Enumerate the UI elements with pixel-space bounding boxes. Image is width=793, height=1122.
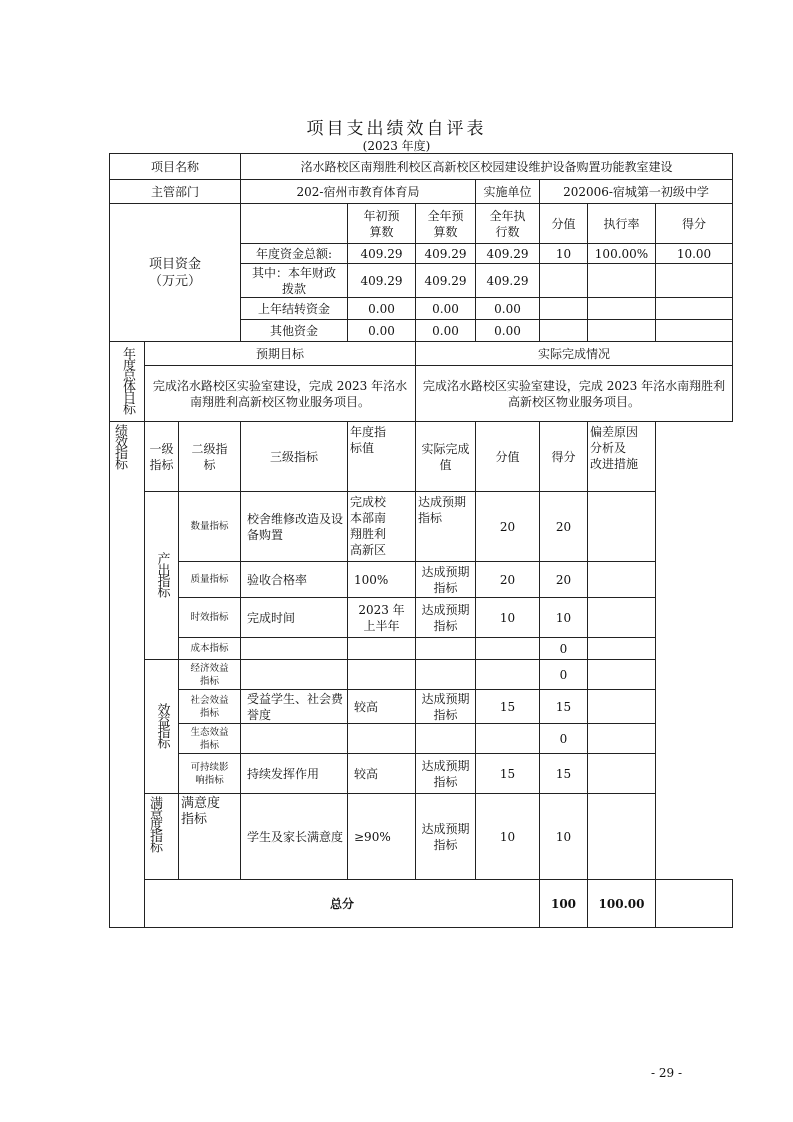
- funds-score: [656, 298, 733, 320]
- score-cell: 10: [540, 794, 588, 880]
- target-cell: 100%: [348, 562, 416, 598]
- score-value-cell: 10: [476, 794, 540, 880]
- level3-cell: 持续发挥作用: [241, 754, 348, 794]
- score-value-cell: 15: [476, 754, 540, 794]
- project-name-label: 项目名称: [110, 154, 241, 180]
- reason-cell: [588, 562, 656, 598]
- funds-header-annual: 全年预 算数: [416, 204, 476, 244]
- score-value-cell: [476, 724, 540, 754]
- level1-output: 产出指标: [145, 492, 179, 660]
- target-cell: ≥90%: [348, 794, 416, 880]
- level2-cell: 可持续影 响指标: [179, 754, 241, 794]
- target-cell: [348, 724, 416, 754]
- actual-cell: 达成预期 指标: [416, 492, 476, 562]
- score-value-cell: 15: [476, 690, 540, 724]
- header-level2: 二级指 标: [179, 422, 241, 492]
- level1-satisfaction: 满意度指标: [145, 794, 179, 880]
- funds-score-value: [540, 298, 588, 320]
- funds-row-name: 其中：本年财政 拨款: [241, 264, 348, 298]
- header-reason: 偏差原因 分析及 改进措施: [588, 422, 656, 492]
- header-level3: 三级指标: [241, 422, 348, 492]
- indicators-label: 绩效指标: [110, 422, 145, 928]
- performance-table: [109, 153, 733, 928]
- project-name: 洺水路校区南翔胜利校区高新校区校园建设维护设备购置功能教室建设: [241, 154, 733, 180]
- actual-cell: 达成预期 指标: [416, 690, 476, 724]
- table-row: [110, 794, 733, 880]
- funds-executed: 409.29: [476, 244, 540, 264]
- score-cell: 15: [540, 754, 588, 794]
- level2-cell: 社会效益 指标: [179, 690, 241, 724]
- funds-score-value: [540, 264, 588, 298]
- level3-cell: [241, 638, 348, 660]
- score-value-cell: 20: [476, 562, 540, 598]
- funds-annual: 409.29: [416, 264, 476, 298]
- table-row: [110, 562, 733, 598]
- score-cell: 0: [540, 638, 588, 660]
- target-cell: 较高: [348, 690, 416, 724]
- level3-cell: 学生及家长满意度: [241, 794, 348, 880]
- score-cell: 10: [540, 598, 588, 638]
- reason-cell: [588, 690, 656, 724]
- level2-cell: 成本指标: [179, 638, 241, 660]
- target-cell: [348, 638, 416, 660]
- actual-cell: 达成预期 指标: [416, 562, 476, 598]
- unit-label: 实施单位: [476, 180, 540, 204]
- funds-row-name: 其他资金: [241, 320, 348, 342]
- actual-cell: [416, 638, 476, 660]
- funds-row-name: 上年结转资金: [241, 298, 348, 320]
- funds-rate: [588, 298, 656, 320]
- funds-executed: 0.00: [476, 298, 540, 320]
- funds-initial: 409.29: [348, 264, 416, 298]
- goals-actual: 完成洺水路校区实验室建设，完成 2023 年洺水南翔胜利高新校区物业服务项目。: [416, 366, 733, 422]
- reason-cell: [588, 492, 656, 562]
- goals-actual-header: 实际完成情况: [416, 342, 733, 366]
- goals-expected: 完成洺水路校区实验室建设，完成 2023 年洺水南翔胜利高新校区物业服务项目。: [145, 366, 416, 422]
- dept-label: 主管部门: [110, 180, 241, 204]
- score-cell: 20: [540, 562, 588, 598]
- table-row: [110, 754, 733, 794]
- funds-rate: [588, 264, 656, 298]
- funds-rate: 100.00%: [588, 244, 656, 264]
- level3-cell: 受益学生、社会费誉度: [241, 690, 348, 724]
- funds-header-initial: 年初预 算数: [348, 204, 416, 244]
- score-value-cell: 10: [476, 598, 540, 638]
- funds-score-value: 10: [540, 244, 588, 264]
- goals-expected-header: 预期目标: [145, 342, 416, 366]
- funds-score: [656, 264, 733, 298]
- total-score-value: 100: [540, 880, 588, 928]
- actual-cell: 达成预期 指标: [416, 794, 476, 880]
- goals-label: 年度总体目标: [110, 342, 145, 422]
- level2-cell: 经济效益 指标: [179, 660, 241, 690]
- target-cell: 完成校 本部南 翔胜利 高新区: [348, 492, 416, 562]
- funds-header-executed: 全年执 行数: [476, 204, 540, 244]
- score-cell: 20: [540, 492, 588, 562]
- score-cell: 0: [540, 724, 588, 754]
- funds-header-score: 得分: [656, 204, 733, 244]
- funds-initial: 0.00: [348, 320, 416, 342]
- header-actual: 实际完成 值: [416, 422, 476, 492]
- reason-cell: [588, 794, 656, 880]
- table-row: [110, 638, 733, 660]
- funds-initial: 409.29: [348, 244, 416, 264]
- header-score-value: 分值: [476, 422, 540, 492]
- score-cell: 0: [540, 660, 588, 690]
- score-value-cell: [476, 660, 540, 690]
- level1-benefit: 效益指标: [145, 660, 179, 794]
- unit-value: 202006-宿城第一初级中学: [540, 180, 733, 204]
- header-score: 得分: [540, 422, 588, 492]
- funds-rate: [588, 320, 656, 342]
- funds-score-value: [540, 320, 588, 342]
- score-value-cell: [476, 638, 540, 660]
- target-cell: [348, 660, 416, 690]
- level2-cell: 数量指标: [179, 492, 241, 562]
- funds-annual: 0.00: [416, 298, 476, 320]
- reason-cell: [588, 638, 656, 660]
- level2-cell: 时效指标: [179, 598, 241, 638]
- funds-row-name: 年度资金总额:: [241, 244, 348, 264]
- table-row: [110, 598, 733, 638]
- level3-cell: [241, 724, 348, 754]
- funds-header-score-value: 分值: [540, 204, 588, 244]
- funds-label: 项目资金 （万元）: [110, 204, 241, 342]
- reason-cell: [588, 660, 656, 690]
- actual-cell: 达成预期 指标: [416, 598, 476, 638]
- score-value-cell: 20: [476, 492, 540, 562]
- reason-cell: [588, 724, 656, 754]
- header-target: 年度指 标值: [348, 422, 416, 492]
- level3-cell: 验收合格率: [241, 562, 348, 598]
- level2-cell: 满意度 指标: [179, 794, 241, 880]
- header-level1: 一级 指标: [145, 422, 179, 492]
- actual-cell: [416, 724, 476, 754]
- score-cell: 15: [540, 690, 588, 724]
- level2-cell: 生态效益 指标: [179, 724, 241, 754]
- table-row: [110, 492, 733, 562]
- funds-header-blank: [241, 204, 348, 244]
- funds-header-rate: 执行率: [588, 204, 656, 244]
- target-cell: 较高: [348, 754, 416, 794]
- funds-annual: 409.29: [416, 244, 476, 264]
- funds-annual: 0.00: [416, 320, 476, 342]
- level3-cell: [241, 660, 348, 690]
- funds-executed: 409.29: [476, 264, 540, 298]
- total-score: 100.00: [588, 880, 656, 928]
- level3-cell: 校舍维修改造及设备购置: [241, 492, 348, 562]
- table-row: [110, 690, 733, 724]
- reason-cell: [588, 598, 656, 638]
- funds-executed: 0.00: [476, 320, 540, 342]
- funds-score: [656, 320, 733, 342]
- target-cell: 2023 年 上半年: [348, 598, 416, 638]
- table-row: [110, 660, 733, 690]
- reason-cell: [588, 754, 656, 794]
- dept-value: 202-宿州市教育体育局: [241, 180, 476, 204]
- level2-cell: 质量指标: [179, 562, 241, 598]
- total-blank: [656, 880, 733, 928]
- level3-cell: 完成时间: [241, 598, 348, 638]
- page-title: 项目支出绩效自评表: [306, 119, 487, 139]
- funds-score: 10.00: [656, 244, 733, 264]
- total-label: 总分: [145, 880, 540, 928]
- table-row: [110, 724, 733, 754]
- actual-cell: [416, 660, 476, 690]
- page-subtitle: (2023 年度): [362, 139, 431, 153]
- funds-initial: 0.00: [348, 298, 416, 320]
- page-number: - 29 -: [651, 1066, 683, 1080]
- actual-cell: 达成预期 指标: [416, 754, 476, 794]
